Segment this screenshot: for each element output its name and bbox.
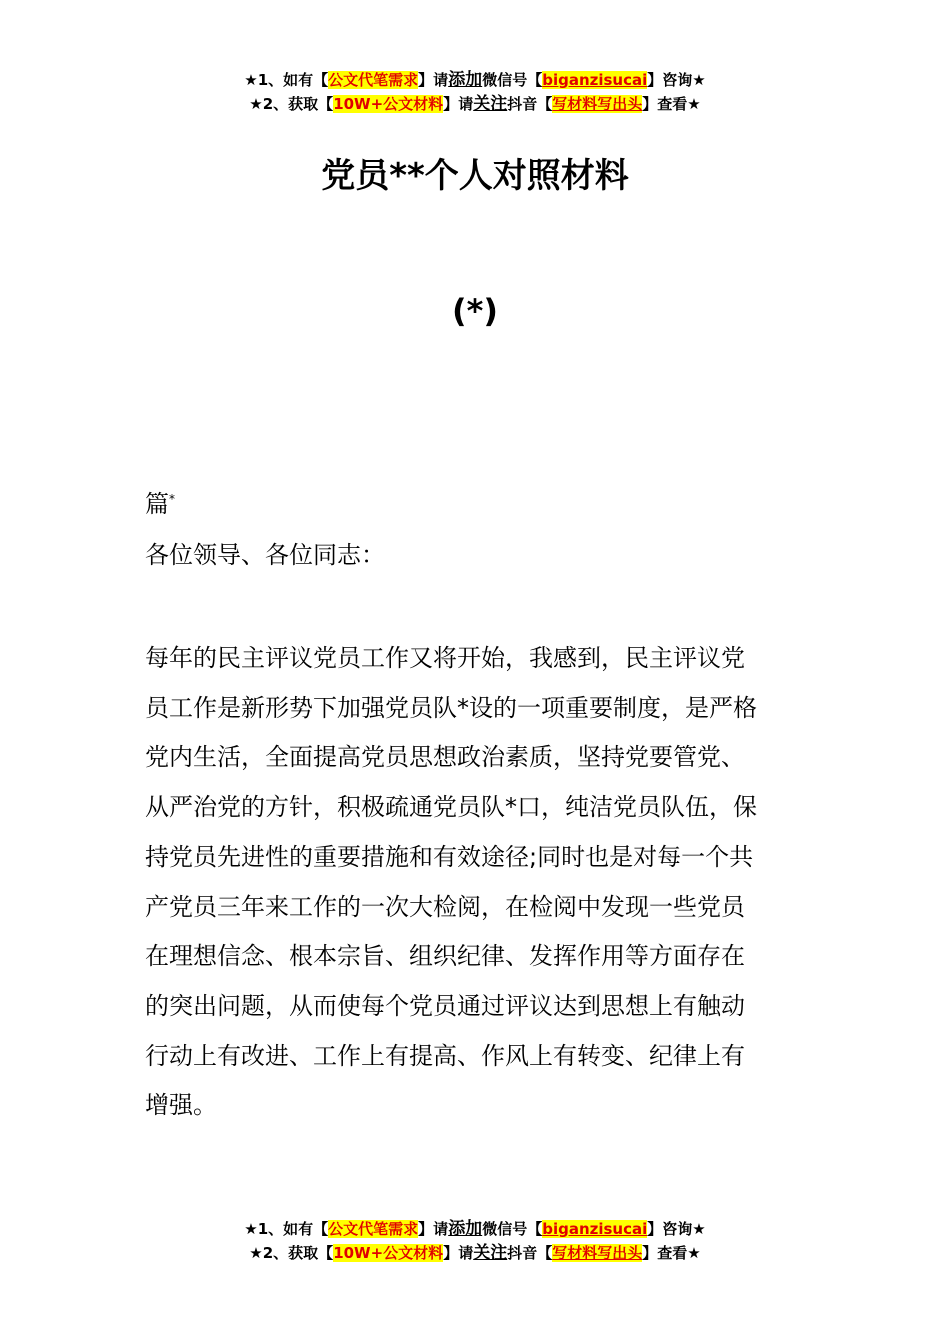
t: 添加 xyxy=(448,1219,483,1239)
body-line: 行动上有改进、工作上有提高、作风上有转变、纪律上有 xyxy=(145,1041,745,1070)
banner-line-1 xyxy=(0,68,950,92)
t: 】请 xyxy=(418,71,449,89)
t: 添加 xyxy=(448,70,483,90)
banner-line-1 xyxy=(0,1217,950,1241)
t: ★2、获取【 xyxy=(249,1244,334,1262)
t: 】咨询★ xyxy=(647,1220,706,1238)
t: 】请 xyxy=(443,95,474,113)
body-line: 员工作是新形势下加强党员队*设的一项重要制度，是严格 xyxy=(145,693,757,722)
t: 】请 xyxy=(418,1220,449,1238)
body-line: 党内生活，全面提高党员思想政治素质，坚持党要管党、 xyxy=(145,743,745,772)
t: 】查看★ xyxy=(642,95,701,113)
douyin-id: 写材料写出头 xyxy=(552,1244,643,1262)
t: 】请 xyxy=(443,1244,474,1262)
douyin-id: 写材料写出头 xyxy=(552,95,643,113)
banner-line-2 xyxy=(0,92,950,116)
highlight: 公文代笔需求 xyxy=(328,1220,419,1238)
body-paragraph xyxy=(145,634,815,1131)
banner-line-2 xyxy=(0,1241,950,1265)
t: ★1、如有【 xyxy=(244,1220,329,1238)
wechat-id: biganzisucai xyxy=(542,1220,648,1238)
body-line: 的突出问题，从而使每个党员通过评议达到思想上有触动 xyxy=(145,991,745,1020)
t: 微信号【 xyxy=(482,1220,543,1238)
body-line: 增强。 xyxy=(145,1091,217,1120)
t: ★1、如有【 xyxy=(244,71,329,89)
t: 关注 xyxy=(473,1243,508,1263)
wechat-id: biganzisucai xyxy=(542,71,648,89)
t: 抖音【 xyxy=(507,1244,553,1262)
t: ★2、获取【 xyxy=(249,95,334,113)
body-line: 从严治党的方针，积极疏通党员队*口，纯洁党员队伍，保 xyxy=(145,793,757,822)
t: 抖音【 xyxy=(507,95,553,113)
top-banner xyxy=(0,68,950,116)
t: 关注 xyxy=(473,94,508,114)
document-subtitle: (*) xyxy=(452,292,498,330)
highlight: 公文代笔需求 xyxy=(328,71,419,89)
document-title: 党员**个人对照材料 xyxy=(321,156,629,196)
section-text: 篇 xyxy=(145,490,169,518)
section-label xyxy=(145,484,175,519)
body-line: 每年的民主评议党员工作又将开始，我感到，民主评议党 xyxy=(145,644,745,672)
t: 】查看★ xyxy=(642,1244,701,1262)
bottom-banner xyxy=(0,1217,950,1265)
section-mark: * xyxy=(169,492,175,506)
highlight: 10W+公文材料 xyxy=(333,95,444,113)
highlight: 10W+公文材料 xyxy=(333,1244,444,1262)
t: 微信号【 xyxy=(482,71,543,89)
greeting: 各位领导、各位同志： xyxy=(145,541,385,569)
body-line: 持党员先进性的重要措施和有效途径;同时也是对每一个共 xyxy=(145,842,754,871)
body-line: 产党员三年来工作的一次大检阅，在检阅中发现一些党员 xyxy=(145,892,745,921)
t: 】咨询★ xyxy=(647,71,706,89)
body-line: 在理想信念、根本宗旨、组织纪律、发挥作用等方面存在 xyxy=(145,942,745,971)
